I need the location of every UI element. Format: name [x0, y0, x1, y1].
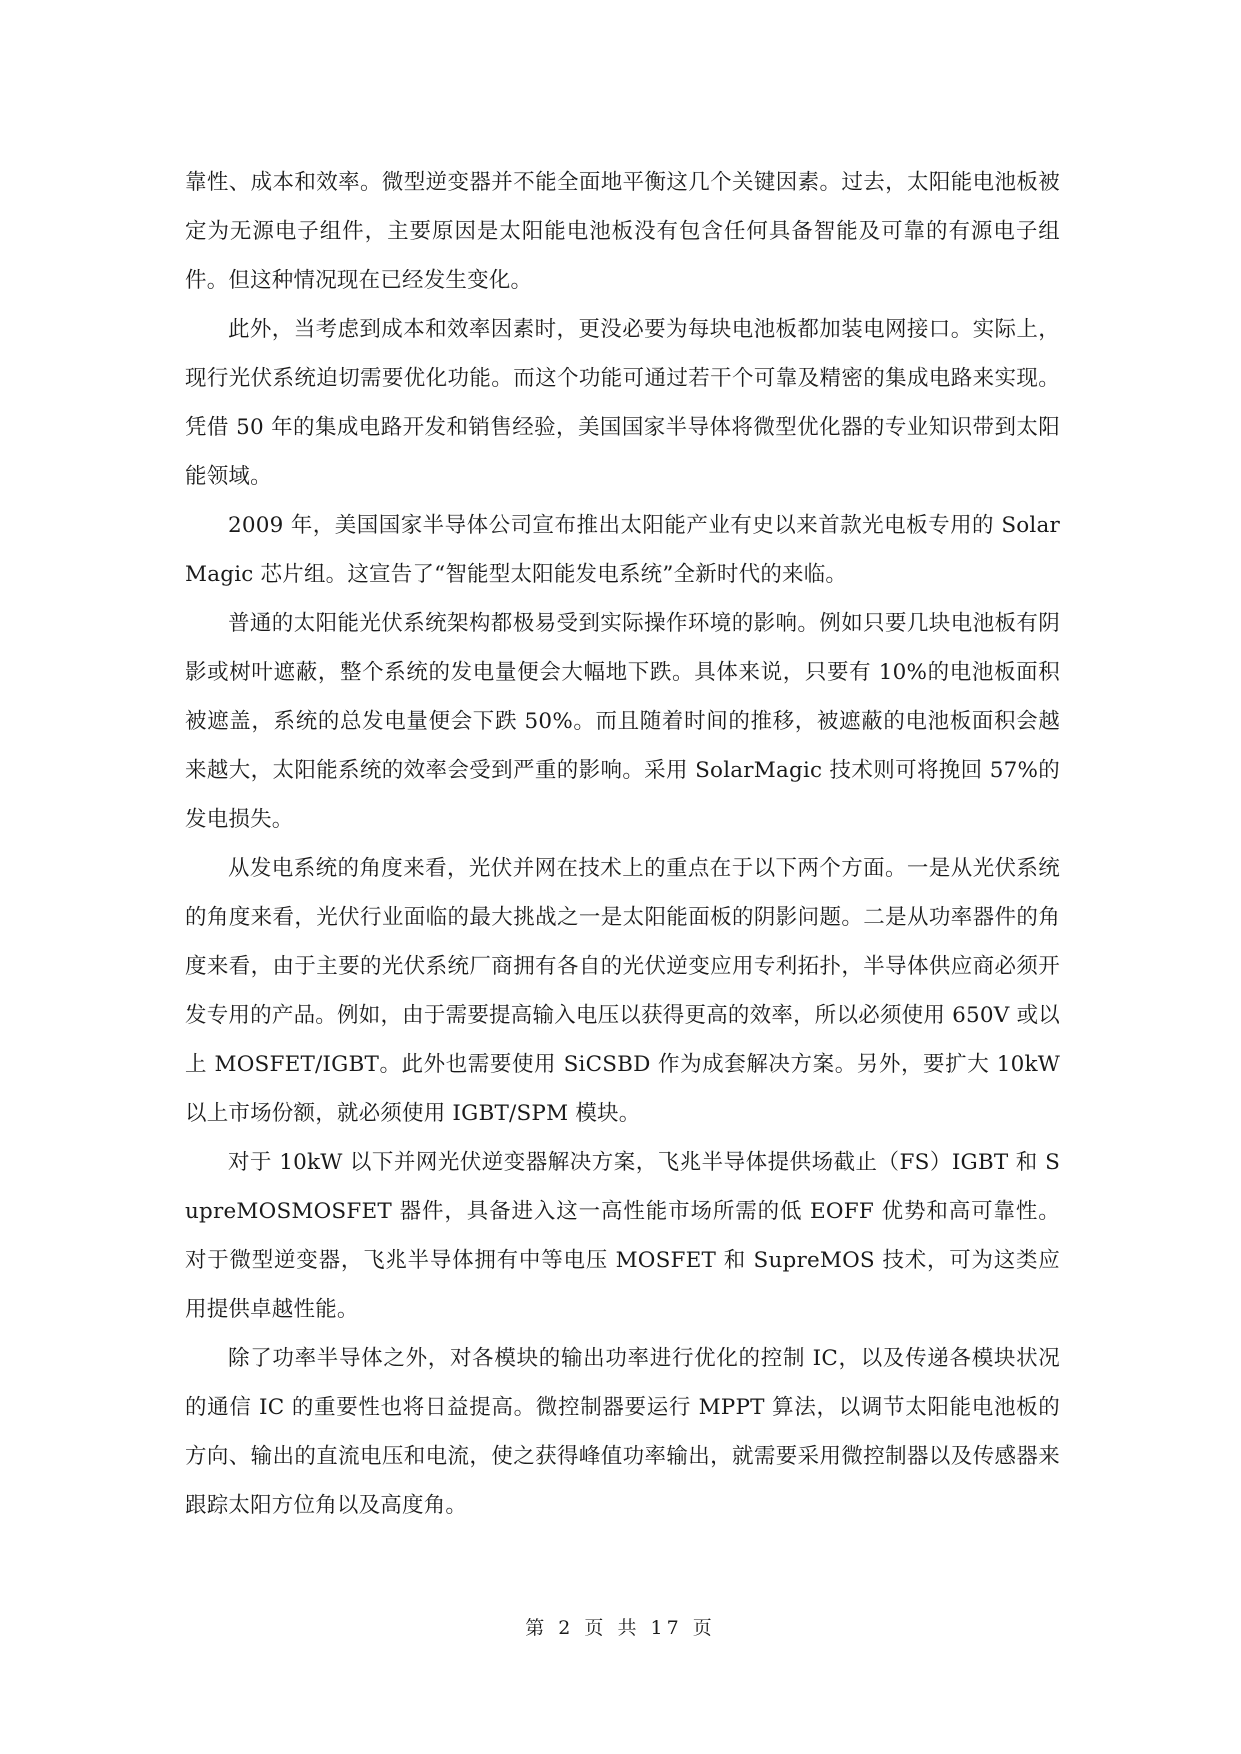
paragraph-3: 2009 年，美国国家半导体公司宣布推出太阳能产业有史以来首款光电板专用的 SolarMagic 芯片组。这宣告了“智能型太阳能发电系统”全新时代的来临。	[185, 513, 1060, 587]
body-text	[185, 158, 1060, 1530]
paragraph-4: 普通的太阳能光伏系统架构都极易受到实际操作环境的影响。例如只要几块电池板有阴影或树叶遮蔽，整个系统的发电量便会大幅地下跌。具体来说，只要有 10%的电池板面积被遮盖，系统的总发电量便会下跌 50%。而且随着时间的推移，被遮蔽的电池板面积会越来越大，太阳能系统的效率会受到严重的影响。采用 SolarMagic 技术则可将挽回 57%的发电损失。	[185, 611, 1060, 832]
paragraph-6: 对于 10kW 以下并网光伏逆变器解决方案，飞兆半导体提供场截止（FS）IGBT 和 SupreMOSMOSFET 器件，具备进入这一高性能市场所需的低 EOFF 优势和高可靠性。对于微型逆变器，飞兆半导体拥有中等电压 MOSFET 和 SupreMOS 技术，可为这类应用提供卓越性能。	[185, 1150, 1060, 1322]
paragraph-5: 从发电系统的角度来看，光伏并网在技术上的重点在于以下两个方面。一是从光伏系统的角度来看，光伏行业面临的最大挑战之一是太阳能面板的阴影问题。二是从功率器件的角度来看，由于主要的光伏系统厂商拥有各自的光伏逆变应用专利拓扑，半导体供应商必须开发专用的产品。例如，由于需要提高输入电压以获得更高的效率，所以必须使用 650V 或以上 MOSFET/IGBT。此外也需要使用 SiCSBD 作为成套解决方案。另外，要扩大 10kW 以上市场份额，就必须使用 IGBT/SPM 模块。	[185, 856, 1060, 1126]
paragraph-7: 除了功率半导体之外，对各模块的输出功率进行优化的控制 IC，以及传递各模块状况的通信 IC 的重要性也将日益提高。微控制器要运行 MPPT 算法，以调节太阳能电池板的方向、输出的直流电压和电流，使之获得峰值功率输出，就需要采用微控制器以及传感器来跟踪太阳方位角以及高度角。	[185, 1346, 1060, 1518]
paragraph-1: 靠性、成本和效率。微型逆变器并不能全面地平衡这几个关键因素。过去，太阳能电池板被定为无源电子组件，主要原因是太阳能电池板没有包含任何具备智能及可靠的有源电子组件。但这种情况现在已经发生变化。	[185, 170, 1060, 293]
page-footer	[0, 1616, 1241, 1640]
paragraph-2: 此外，当考虑到成本和效率因素时，更没必要为每块电池板都加装电网接口。实际上，现行光伏系统迫切需要优化功能。而这个功能可通过若干个可靠及精密的集成电路来实现。凭借 50 年的集成电路开发和销售经验，美国国家半导体将微型优化器的专业知识带到太阳能领域。	[185, 317, 1060, 489]
page-number-label: 第 2 页 共 17 页	[525, 1617, 716, 1639]
